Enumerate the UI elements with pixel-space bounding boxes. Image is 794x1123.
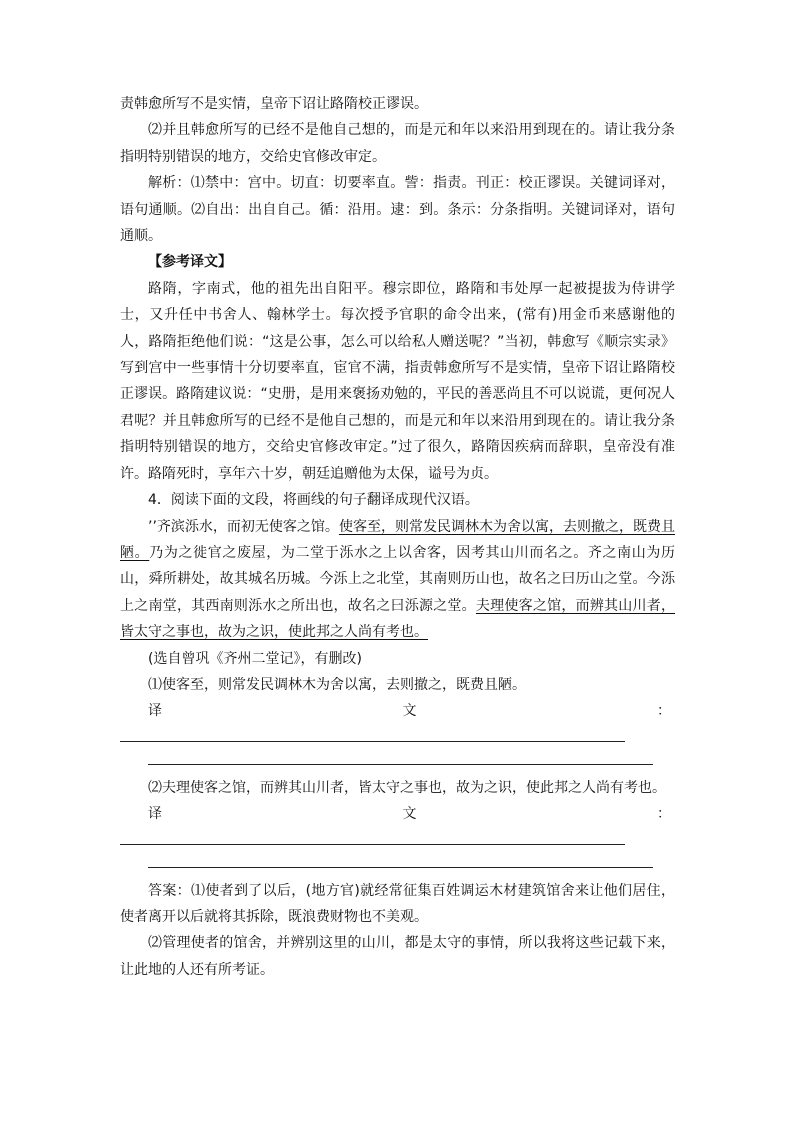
colon-char: ： xyxy=(657,806,671,823)
translation-label-row-1 xyxy=(120,698,675,724)
analysis-paragraph: 解析：⑴禁中：宫中。切直：切要率直。訾：指责。刊正：校正谬误。关键词译对，语句通顺。⑵自出：出自自己。循：沿用。逮：到。条示：分条指明。关键词译对，语句通顺。 xyxy=(120,175,675,245)
question-4-prompt: 4．阅读下面的文段，将画线的句子翻译成现代汉语。 xyxy=(148,492,479,509)
answer-blank-line-2a[interactable] xyxy=(120,828,625,845)
answer-part-2: ⑵并且韩愈所写的已经不是他自己想的，而是元和年以来沿用到现在的。请让我分条指明特别错误的地方，交给史官修改审定。 xyxy=(120,122,675,165)
reference-translation-body: 路隋，字南式，他的祖先出自阳平。穆宗即位，路隋和韦处厚一起被提拔为侍讲学士，又升任中书舍人、翰林学士。每次授予官职的命令出来，(常有)用金币来感谢他的人，路隋拒绝他们说：“这是公事，怎么可以给私人赠送呢？”当初，韩愈写《顺宗实录》写到宫中一些事情十分切要率直，宦官不满，指责韩愈所写不是实情，皇帝下诏让路隋校正谬误。路隋建议说：“史册，是用来褒扬劝勉的，平民的善恶尚且不可以说谎，更何况人君呢？并且韩愈所写的已经不是他自己想的，而是元和年以来沿用到现在的。请让我分条指明特别错误的地方，交给史官修改审定。”过了很久，路隋因疾病而辞职，皇帝没有准许。路隋死时，享年六十岁，朝廷追赠他为太保，谥号为贞。 xyxy=(120,280,675,482)
line-continuation: 责韩愈所写不是实情，皇帝下诏让路隋校正谬误。 xyxy=(120,96,428,112)
answer-1: 答案：⑴使者到了以后，(地方官)就经常征集百姓调运木材建筑馆舍来让他们居住，使者离开以后就将其拆除，既浪费财物也不美观。 xyxy=(120,882,675,925)
answer-blank-line-1a[interactable] xyxy=(120,725,625,742)
yi-char: 译 xyxy=(148,806,162,823)
page-content xyxy=(120,91,675,983)
yi-char: 译 xyxy=(148,703,162,720)
passage-middle: 乃为之徙官之废屋，为二堂于泺水之上以舍客，因考其山川而名之。齐之南山为历山，舜所耕处，故其城名历城。今泺上之北堂，其南则历山也，故名之曰历山之堂。今泺上之南堂，其西南则泺水之所出也，故名之曰泺源之堂。 xyxy=(120,544,676,614)
sub-question-2: ⑵夫理使客之馆，而辨其山川者，皆太守之事也，故为之识，使此邦之人尚有考也。 xyxy=(148,779,666,796)
wen-char: 文 xyxy=(402,703,417,720)
translation-label-row-2 xyxy=(120,801,675,827)
underlined-sentence-1: 使客至，则常发民调林木为舍以寓，去则撤之，既费且陋。 xyxy=(120,518,675,561)
sub-question-1: ⑴使客至，则常发民调林木为舍以寓，去则撤之，既费且陋。 xyxy=(148,676,526,693)
answer-blank-line-1b[interactable] xyxy=(148,742,653,765)
answer-blank-line-2b[interactable] xyxy=(148,845,653,868)
passage-source: (选自曾巩《齐州二堂记》，有删改) xyxy=(148,650,362,667)
reference-translation-heading: 【参考译文】 xyxy=(148,254,232,271)
answer-2: ⑵管理使者的馆舍，并辨别这里的山川，都是太守的事情，所以我将这些记载下来，让此地的人还有所考证。 xyxy=(120,935,675,978)
classical-passage xyxy=(120,514,675,646)
colon-char: ： xyxy=(657,703,671,720)
passage-prefix: ’’齐滨泺水，而初无使客之馆。 xyxy=(148,518,339,535)
underlined-sentence-2: 夫理使客之馆，而辨其山川者，皆太守之事也，故为之识，使此邦之人尚有考也。 xyxy=(120,597,676,641)
wen-char: 文 xyxy=(402,806,417,823)
